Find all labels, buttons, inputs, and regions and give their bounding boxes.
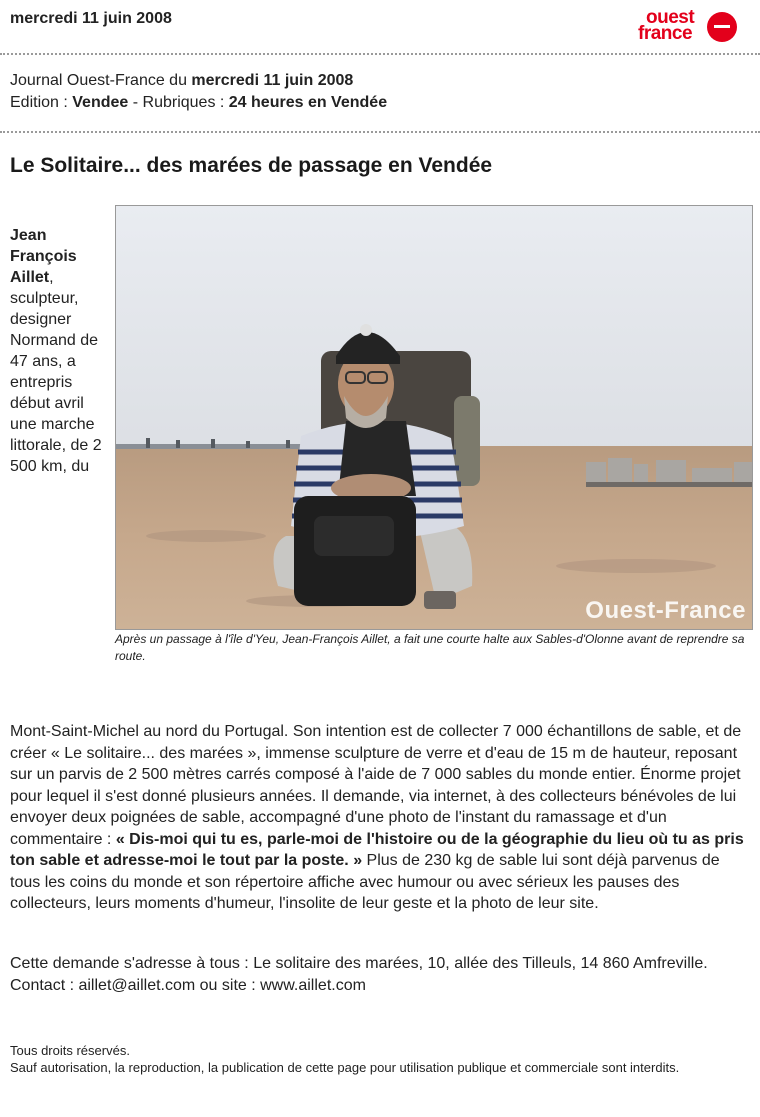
photo-watermark: Ouest-France [585, 597, 746, 624]
body-text-part-2: Plus de 230 kg de sable lui sont déjà parvenus de tous les coins du monde et son répertoire affiche avec humour ou avec sérieux les pauses des collecteurs, leurs moments d'humeur, l'insolite de leur geste et la photo de leur site. [10, 852, 720, 912]
journal-date: mercredi 11 juin 2008 [191, 72, 354, 89]
body-text-part-1: Mont-Saint-Michel au nord du Portugal. Son intention est de collecter 7 000 échantillons de sable, et de créer « Le solitaire... des marées », immense sculpture de verre et d'eau de 15 m de hauteur, reposant sur un parvis de 2 500 mètres carrés composé à l'aide de 7 000 sables du monde entier. Énorme projet pour lequel il s'est donné plusieurs années. Il demande, via internet, à des collecteurs bénévoles de lui envoyer deux poignées de sable, accompagné d'une photo de l'instant du ramassage et d'un commentaire : [10, 723, 742, 848]
edition-line: Edition : Vendee - Rubriques : 24 heures en Vendée [10, 94, 388, 111]
photo-caption: Après un passage à l'île d'Yeu, Jean-François Aillet, a fait une courte halte aux Sables-d'Olonne avant de reprendre sa route. [115, 632, 745, 663]
logo-word-france: france [638, 23, 693, 44]
footer-notice: Sauf autorisation, la reproduction, la publication de cette page pour utilisation publique et commerciale sont interdits. [10, 1060, 680, 1075]
rubrique-name: 24 heures en Vendée [228, 94, 388, 111]
article-title: Le Solitaire... des marées de passage en Vendée [10, 154, 493, 177]
beach-photo-illustration [116, 206, 752, 629]
body-quote: « Dis-moi qui tu es, parle-moi de l'histoire ou de la géographie du lieu où tu as pris ton sable et adresse-moi le tout par la poste. » [10, 830, 744, 869]
journal-line: Journal Ouest-France du mercredi 11 juin 2008 [10, 72, 354, 89]
lead-text: , sculpteur, designer Normand de 47 ans, a entrepris début avril une marche littorale, de 2 500 km, du [10, 269, 102, 475]
edition-name: Vendee [72, 94, 129, 111]
logo-word-ouest: ouest [646, 7, 695, 28]
header-date: mercredi 11 juin 2008 [10, 10, 172, 27]
article-contact: Cette demande s'adresse à tous : Le solitaire des marées, 10, allée des Tilleuls, 14 860 Amfreville. Contact : aillet@aillet.com ou site : www.aillet.com [10, 955, 708, 994]
ouest-france-logo [638, 8, 738, 44]
journal-info [10, 70, 387, 114]
footer-rights: Tous droits réservés. [10, 1043, 130, 1058]
divider-top [0, 53, 760, 55]
copyright-footer [10, 1042, 750, 1076]
article-lead [10, 225, 114, 477]
logo-circle-icon [707, 12, 737, 42]
article-photo [115, 205, 753, 630]
lead-name: Jean François Aillet [10, 227, 77, 286]
article-body [10, 721, 750, 915]
divider-middle [0, 131, 760, 133]
